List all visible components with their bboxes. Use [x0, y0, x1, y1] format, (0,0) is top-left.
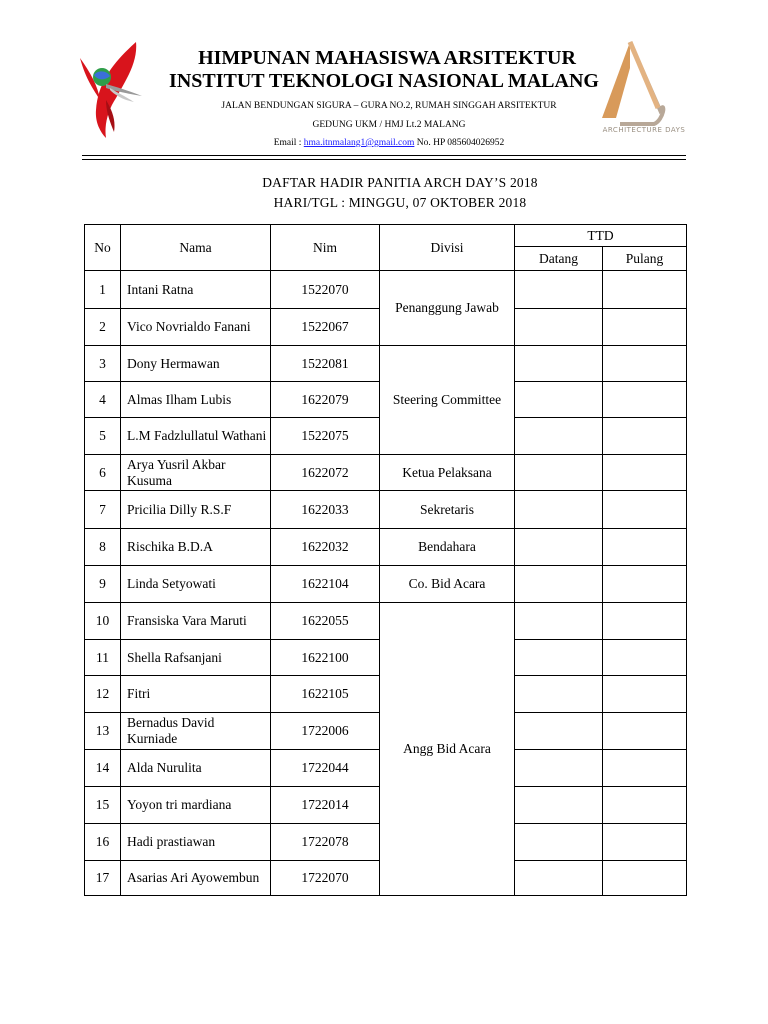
row-no: 1: [85, 271, 121, 309]
pulang-signature-cell[interactable]: [603, 787, 687, 824]
document-title: DAFTAR HADIR PANITIA ARCH DAY’S 2018: [262, 175, 538, 190]
address-line-1: JALAN BENDUNGAN SIGURA – GURA NO.2, RUMAH SINGGAH ARSITEKTUR: [221, 101, 557, 111]
row-nim: 1622055: [271, 603, 380, 640]
row-nim: 1722014: [271, 787, 380, 824]
address-line-2: GEDUNG UKM / HMJ Lt.2 MALANG: [312, 120, 466, 130]
row-nama: Alda Nurulita: [121, 750, 271, 787]
header-datang: Datang: [515, 247, 603, 271]
row-nim: 1622033: [271, 491, 380, 529]
row-nim: 1522075: [271, 418, 380, 455]
pulang-signature-cell[interactable]: [603, 640, 687, 676]
datang-signature-cell[interactable]: [515, 529, 603, 566]
pulang-signature-cell[interactable]: [603, 382, 687, 418]
row-nama: Linda Setyowati: [121, 566, 271, 603]
row-no: 3: [85, 346, 121, 382]
row-nama: Fitri: [121, 676, 271, 713]
row-nim: 1522081: [271, 346, 380, 382]
row-nim: 1722070: [271, 861, 380, 896]
pulang-signature-cell[interactable]: [603, 271, 687, 309]
datang-signature-cell[interactable]: [515, 750, 603, 787]
row-no: 6: [85, 455, 121, 491]
datang-signature-cell[interactable]: [515, 861, 603, 896]
header-divider-thick: [82, 155, 686, 156]
row-nama: Hadi prastiawan: [121, 824, 271, 861]
email-link[interactable]: hma.itnmalang1@gmail.com: [303, 138, 415, 148]
row-nama: Shella Rafsanjani: [121, 640, 271, 676]
table-row: [85, 491, 687, 529]
row-nim: 1722078: [271, 824, 380, 861]
row-nim: 1622104: [271, 566, 380, 603]
datang-signature-cell[interactable]: [515, 824, 603, 861]
row-no: 11: [85, 640, 121, 676]
row-nama: Bernadus David Kurniade: [121, 713, 271, 750]
datang-signature-cell[interactable]: [515, 676, 603, 713]
datang-signature-cell[interactable]: [515, 713, 603, 750]
row-nama: Intani Ratna: [121, 271, 271, 309]
row-no: 5: [85, 418, 121, 455]
row-no: 4: [85, 382, 121, 418]
row-divisi: Ketua Pelaksana: [380, 455, 515, 491]
datang-signature-cell[interactable]: [515, 455, 603, 491]
row-nim: 1622072: [271, 455, 380, 491]
document-date: HARI/TGL : MINGGU, 07 OKTOBER 2018: [273, 195, 527, 210]
row-nama: Almas Ilham Lubis: [121, 382, 271, 418]
email-label: Email :: [273, 138, 302, 148]
row-no: 7: [85, 491, 121, 529]
row-divisi: Penanggung Jawab: [380, 271, 515, 346]
pulang-signature-cell[interactable]: [603, 824, 687, 861]
pulang-signature-cell[interactable]: [603, 309, 687, 346]
row-nim: 1722044: [271, 750, 380, 787]
row-nama: Vico Novrialdo Fanani: [121, 309, 271, 346]
row-divisi: Co. Bid Acara: [380, 566, 515, 603]
row-nim: 1522067: [271, 309, 380, 346]
table-row: [85, 566, 687, 603]
row-no: 10: [85, 603, 121, 640]
pulang-signature-cell[interactable]: [603, 676, 687, 713]
contact-line: [0, 138, 768, 148]
row-divisi: Bendahara: [380, 529, 515, 566]
row-nim: 1722006: [271, 713, 380, 750]
header-pulang: Pulang: [603, 247, 687, 271]
row-nim: 1622079: [271, 382, 380, 418]
row-no: 15: [85, 787, 121, 824]
header-divider-thin: [82, 159, 686, 160]
datang-signature-cell[interactable]: [515, 640, 603, 676]
row-no: 8: [85, 529, 121, 566]
row-no: 9: [85, 566, 121, 603]
table-row: [85, 529, 687, 566]
row-no: 13: [85, 713, 121, 750]
attendance-table: [84, 224, 687, 896]
row-no: 2: [85, 309, 121, 346]
pulang-signature-cell[interactable]: [603, 861, 687, 896]
header-no: No: [85, 225, 121, 271]
row-divisi: Angg Bid Acara: [380, 603, 515, 896]
institution-name: INSTITUT TEKNOLOGI NASIONAL MALANG: [169, 70, 599, 92]
pulang-signature-cell[interactable]: [603, 750, 687, 787]
row-nim: 1622100: [271, 640, 380, 676]
pulang-signature-cell[interactable]: [603, 603, 687, 640]
row-divisi: Sekretaris: [380, 491, 515, 529]
architecture-days-logo-text: ARCHITECTURE DAYS: [602, 126, 686, 134]
row-divisi: Steering Committee: [380, 346, 515, 455]
row-no: 14: [85, 750, 121, 787]
pulang-signature-cell[interactable]: [603, 566, 687, 603]
pulang-signature-cell[interactable]: [603, 346, 687, 382]
header-divisi: Divisi: [380, 225, 515, 271]
pulang-signature-cell[interactable]: [603, 455, 687, 491]
table-row: [85, 346, 687, 382]
row-nama: Asarias Ari Ayowembun: [121, 861, 271, 896]
pulang-signature-cell[interactable]: [603, 713, 687, 750]
row-nama: Yoyon tri mardiana: [121, 787, 271, 824]
datang-signature-cell[interactable]: [515, 787, 603, 824]
row-nama: L.M Fadzlullatul Wathani: [121, 418, 271, 455]
table-row: [85, 271, 687, 309]
header-ttd: TTD: [515, 225, 687, 247]
row-nama: Pricilia Dilly R.S.F: [121, 491, 271, 529]
pulang-signature-cell[interactable]: [603, 529, 687, 566]
table-row: [85, 603, 687, 640]
phone-number: No. HP 085604026952: [416, 138, 505, 148]
row-nama: Dony Hermawan: [121, 346, 271, 382]
row-nim: 1622105: [271, 676, 380, 713]
datang-signature-cell[interactable]: [515, 271, 603, 309]
datang-signature-cell[interactable]: [515, 418, 603, 455]
header-nim: Nim: [271, 225, 380, 271]
row-nama: Arya Yusril Akbar Kusuma: [121, 455, 271, 491]
header-nama: Nama: [121, 225, 271, 271]
datang-signature-cell[interactable]: [515, 309, 603, 346]
row-no: 16: [85, 824, 121, 861]
datang-signature-cell[interactable]: [515, 566, 603, 603]
row-nim: 1522070: [271, 271, 380, 309]
row-nama: Fransiska Vara Maruti: [121, 603, 271, 640]
organization-name: HIMPUNAN MAHASISWA ARSITEKTUR: [198, 47, 576, 69]
row-no: 17: [85, 861, 121, 896]
row-no: 12: [85, 676, 121, 713]
table-row: [85, 455, 687, 491]
datang-signature-cell[interactable]: [515, 382, 603, 418]
pulang-signature-cell[interactable]: [603, 418, 687, 455]
datang-signature-cell[interactable]: [515, 491, 603, 529]
pulang-signature-cell[interactable]: [603, 491, 687, 529]
row-nim: 1622032: [271, 529, 380, 566]
datang-signature-cell[interactable]: [515, 346, 603, 382]
row-nama: Rischika B.D.A: [121, 529, 271, 566]
datang-signature-cell[interactable]: [515, 603, 603, 640]
